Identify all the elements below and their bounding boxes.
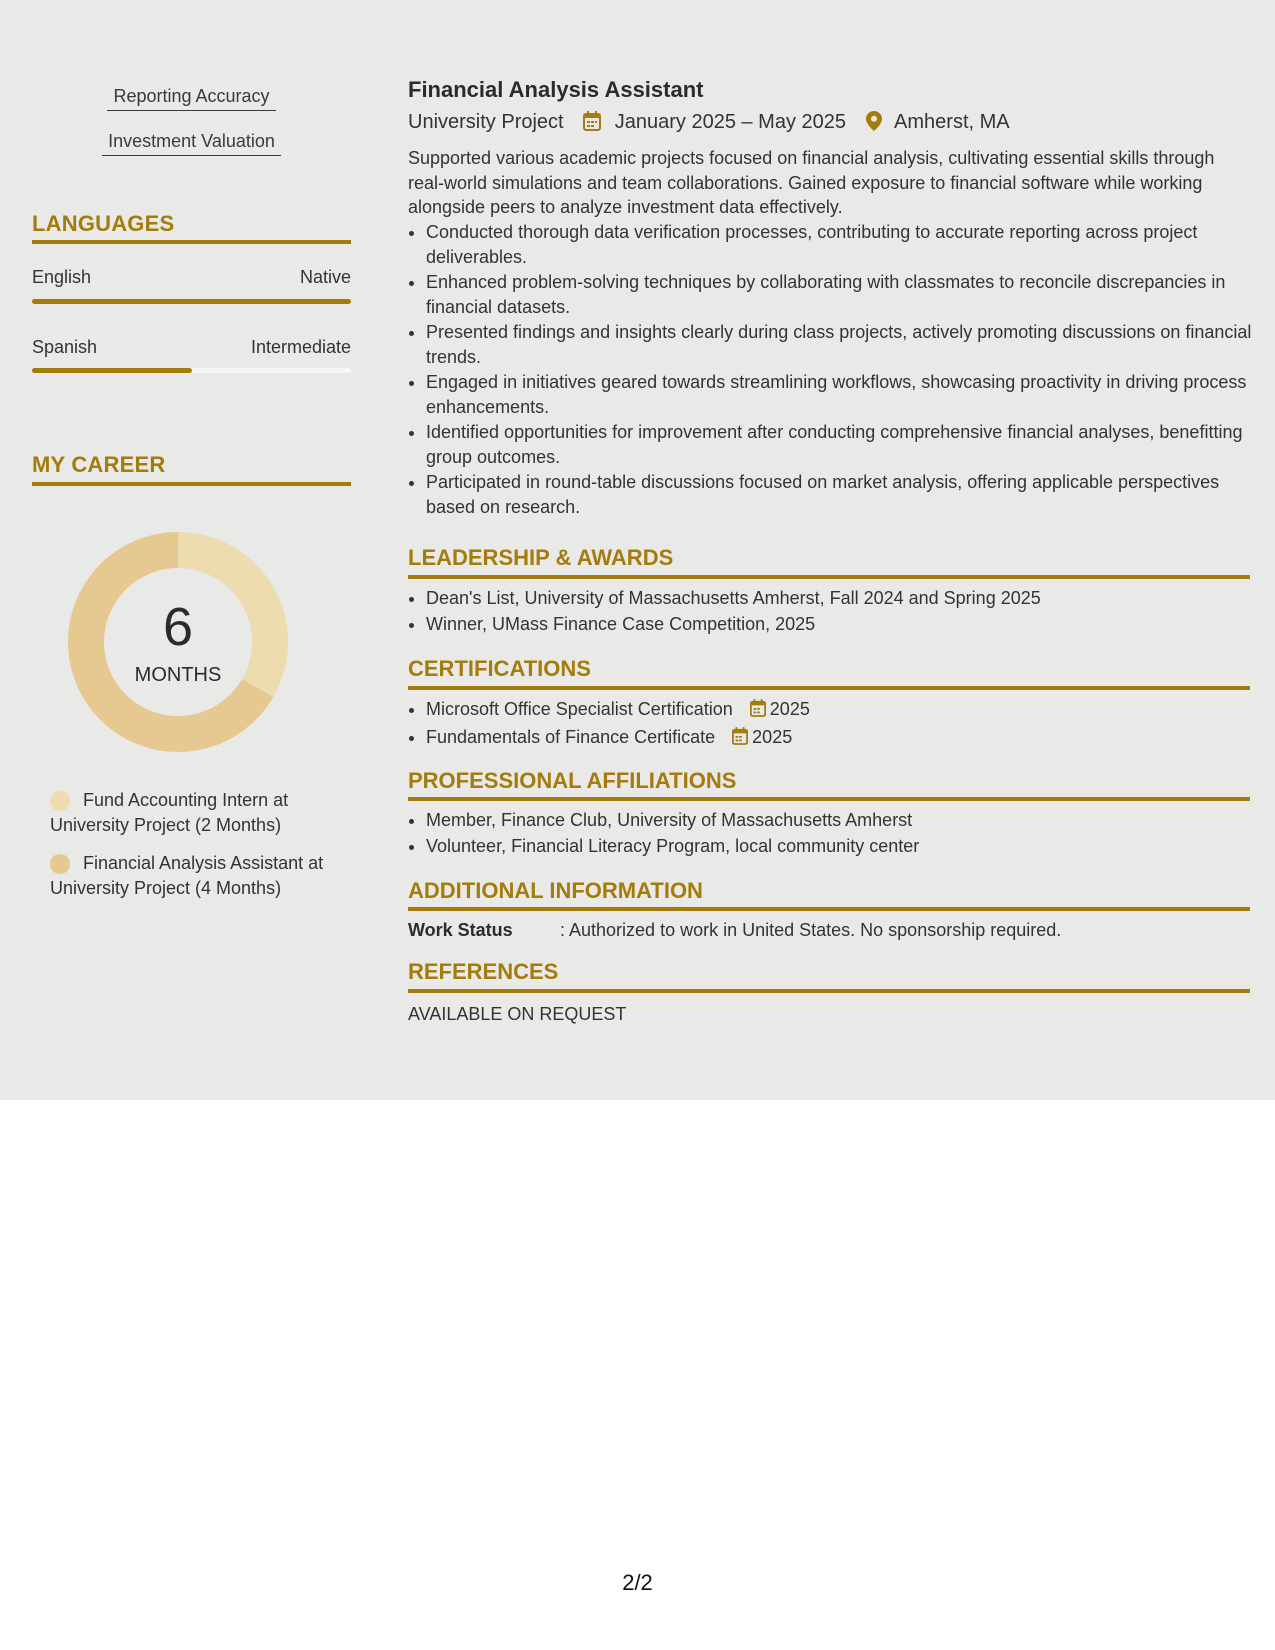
skill-item [32,131,351,156]
language-row [32,267,351,288]
leadership-heading: LEADERSHIP & AWARDS [408,545,674,570]
list-item: • Engaged in initiatives geared towards streamlining workflows, showcasing proactivity in driving process enhancements. [426,370,1268,419]
list-item: • Member, Finance Club, University of Massachusetts Amherst [426,808,1268,833]
job-title: Financial Analysis Assistant [408,77,704,102]
additional-heading: ADDITIONAL INFORMATION [408,878,703,903]
location-pin-icon [866,111,882,137]
certification-item [426,697,1268,724]
language-row [32,337,351,358]
language-level: Native [299,267,351,287]
career-rule [32,482,351,486]
list-item: • Enhanced problem-solving techniques by collaborating with classmates to reconcile discrepancies in financial datasets. [426,270,1268,319]
certification-year: 2025 [769,699,810,719]
work-status-label: Work Status [408,920,513,940]
list-item: • Winner, UMass Finance Case Competition, 2025 [426,612,1268,637]
language-level: Intermediate [250,337,351,357]
calendar-icon [732,727,748,752]
language-bar [32,368,351,373]
leadership-rule [408,575,1250,579]
references-heading: REFERENCES [408,959,559,984]
language-bar-fill [32,368,192,373]
legend-swatch [50,791,70,811]
job-location: Amherst, MA [894,111,1010,133]
list-item: • Participated in round-table discussions focused on market analysis, offering applicable perspectives based on research. [426,470,1268,519]
calendar-icon [750,699,766,724]
references-text: AVAILABLE ON REQUEST [408,1004,627,1024]
leadership-list [408,586,1268,637]
skill-item [32,86,351,111]
list-item: • Identified opportunities for improvement after conducting comprehensive financial analyses, benefitting group outcomes. [426,420,1268,469]
affiliations-heading: PROFESSIONAL AFFILIATIONS [408,768,737,793]
certification-name: Fundamentals of Finance Certificate [426,726,716,747]
work-status [408,920,1061,941]
certifications-heading: CERTIFICATIONS [408,656,591,681]
affiliations-list [408,808,1268,859]
legend-label: Fund Accounting Intern at University Project (2 Months) [50,790,289,835]
language-bar [32,299,351,304]
legend-label: Financial Analysis Assistant at University Project (4 Months) [50,853,324,898]
language-bar-fill [32,299,351,304]
language-name: Spanish [32,337,98,357]
career-total: 6 [162,597,194,657]
list-item: • Dean's List, University of Massachusetts Amherst, Fall 2024 and Spring 2025 [426,586,1268,611]
certification-name: Microsoft Office Specialist Certification [426,699,733,719]
references-rule [408,989,1250,993]
job-meta [408,111,1010,137]
job-dates: January 2025 – May 2025 [614,111,847,133]
languages-heading: LANGUAGES [32,211,175,236]
list-item: • Volunteer, Financial Literacy Program, local community center [426,834,1268,859]
certifications-list [408,697,1268,752]
skill-label: Reporting Accuracy [107,86,275,111]
languages-rule [32,240,351,244]
certification-item [426,725,1268,752]
page-number: 2/2 [622,1570,653,1595]
legend-swatch [50,854,70,874]
career-heading: MY CAREER [32,452,166,477]
affiliations-rule [408,797,1250,801]
skill-label: Investment Valuation [102,131,281,156]
language-name: English [32,267,92,287]
work-status-value: : Authorized to work in United States. No sponsorship required. [560,920,1062,940]
career-unit: MONTHS [134,664,222,686]
certifications-rule [408,686,1250,690]
list-item: • Presented findings and insights clearly during class projects, actively promoting discussions on financial trends. [426,320,1268,369]
additional-rule [408,907,1250,911]
calendar-icon [583,111,601,137]
list-item: • Conducted thorough data verification processes, contributing to accurate reporting across project deliverables. [426,220,1268,269]
certification-year: 2025 [752,726,793,747]
career-legend-item [50,851,330,901]
job-company: University Project [408,111,564,133]
job-bullets [408,220,1268,520]
career-legend-item [50,788,330,838]
job-summary: Supported various academic projects focused on financial analysis, cultivating essential skills through real-world simulations and team collaborations. Gained exposure to financial software while working alongside peers to analyze investment data effectively. [408,148,1215,217]
